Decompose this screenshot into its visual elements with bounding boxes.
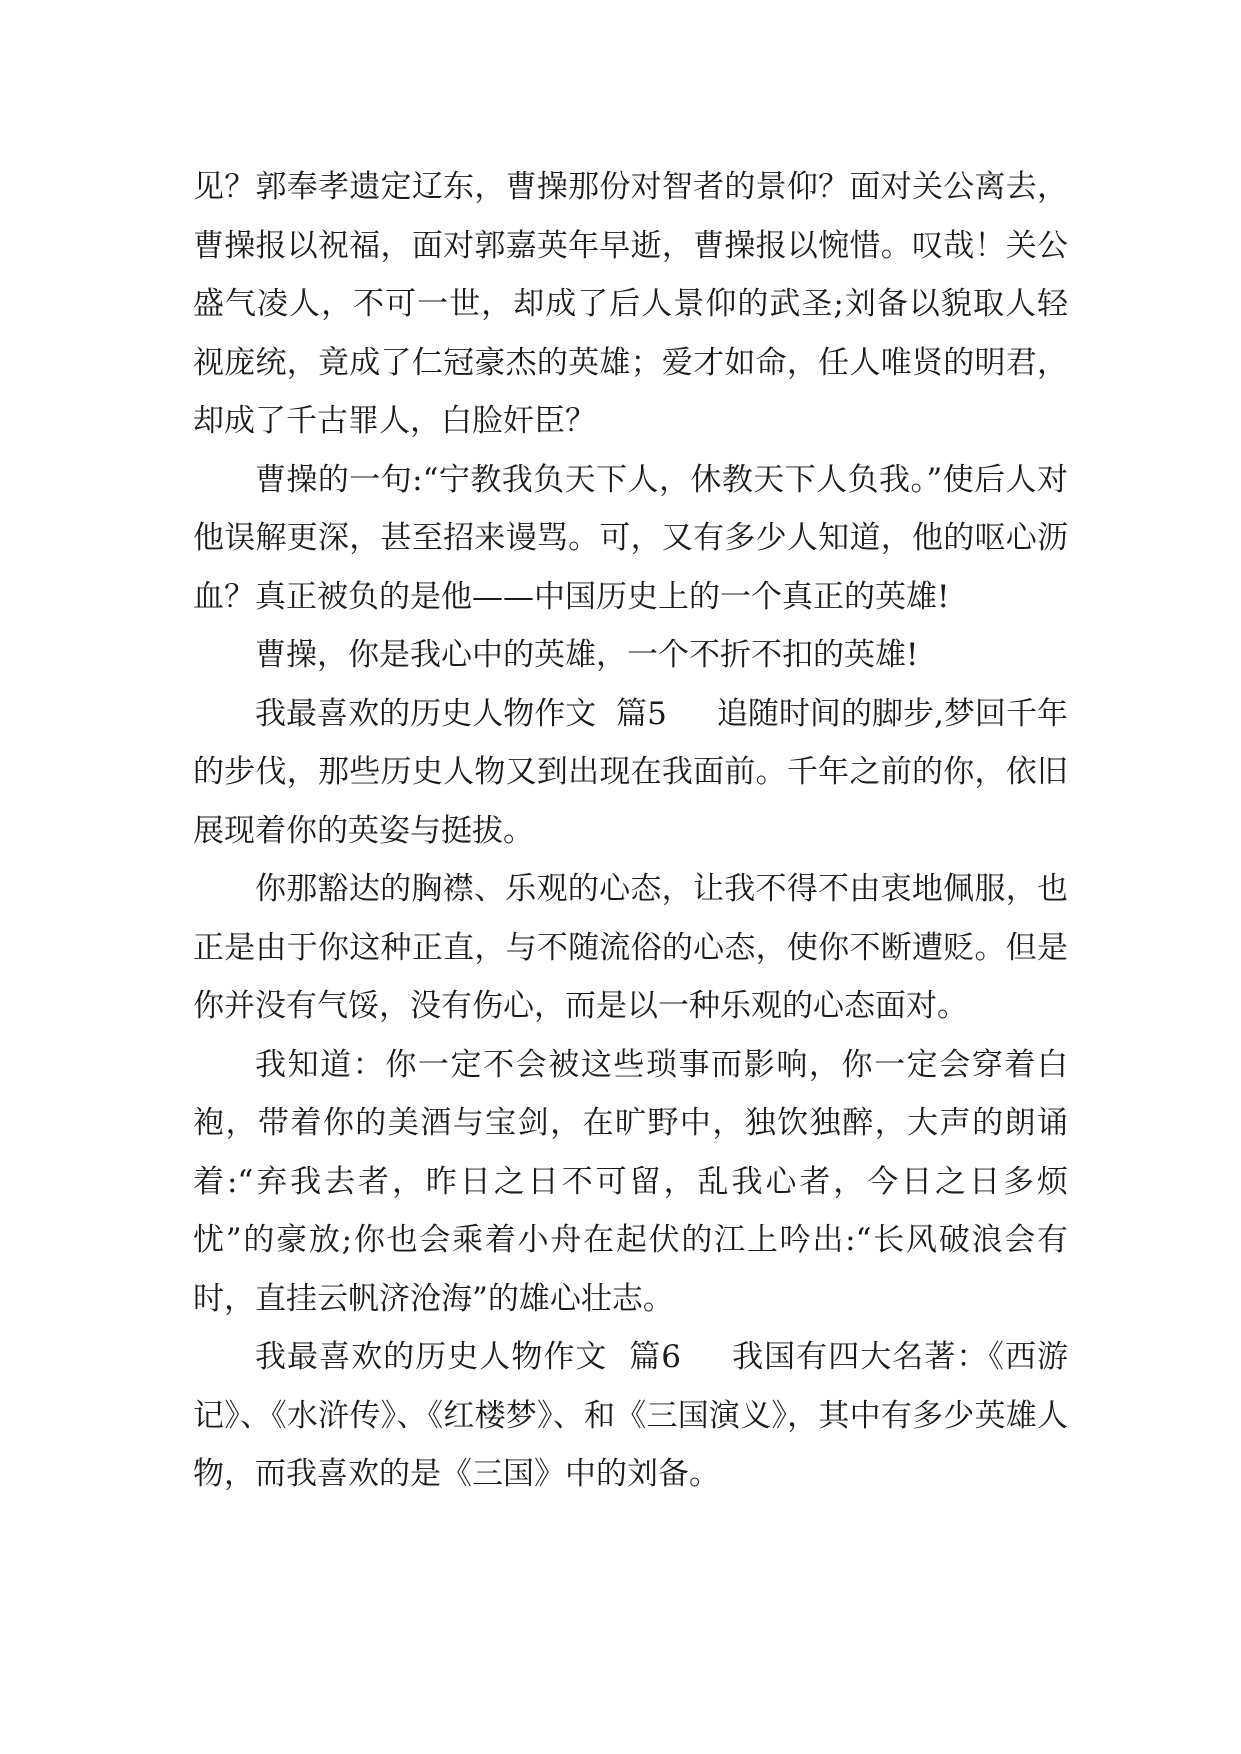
paragraph-text: 曹操，你是我心中的英雄，一个不折不扣的英雄!: [255, 637, 919, 673]
paragraph-5: [193, 860, 1068, 1036]
paragraph-text: 我知道：你一定不会被这些琐事而影响，你一定会穿着白袍，带着你的美酒与宝剑，在旷野中，独饮独醉，大声的朗诵着:“弃我去者，昨日之日不可留，乱我心者，今日之日多烦忧”的豪放;你也会乘着小舟在起伏的江上吟出:“长风破浪会有时，直挂云帆济沧海”的雄心壮志。: [193, 1046, 1068, 1317]
paragraph-text: 曹操的一句:“宁教我负天下人，休教天下人负我。”使后人对他误解更深，甚至招来谩骂。可，又有多少人知道，他的呕心沥血？真正被负的是他——中国历史上的一个真正的英雄!: [193, 461, 1068, 615]
paragraph-7: [193, 1328, 1068, 1504]
paragraph-4: [193, 685, 1068, 861]
paragraph-6: [193, 1036, 1068, 1329]
paragraph-2: [193, 451, 1068, 627]
paragraph-1: [193, 158, 1068, 451]
section-heading-5: 我最喜欢的历史人物作文 篇5: [255, 695, 667, 732]
section-heading-6: 我最喜欢的历史人物作文 篇6: [255, 1339, 682, 1375]
paragraph-text: 追随时间的脚步,梦回千年的步伐，那些历史人物又到出现在我面前。千年之前的你，依旧展现着你的英姿与挺拔。: [193, 695, 1068, 849]
paragraph-text: 我国有四大名著：《西游记》、《水浒传》、《红楼梦》、和《三国演义》，其中有多少英雄人物，而我喜欢的是《三国》中的刘备。: [193, 1339, 1068, 1492]
article-body: [193, 158, 1068, 1504]
paragraph-text: 你那豁达的胸襟、乐观的心态，让我不得不由衷地佩服，也正是由于你这种正直，与不随流俗的心态，使你不断遭贬。但是你并没有气馁，没有伤心，而是以一种乐观的心态面对。: [193, 871, 1068, 1024]
paragraph-3: [193, 626, 1068, 685]
paragraph-text: 见？郭奉孝遗定辽东，曹操那份对智者的景仰？面对关公离去，曹操报以祝福，面对郭嘉英年早逝，曹操报以惋惜。叹哉！关公盛气凌人，不可一世，却成了后人景仰的武圣;刘备以貌取人轻视庞统，竟成了仁冠豪杰的英雄；爱才如命，任人唯贤的明君，却成了千古罪人，白脸奸臣？: [193, 169, 1068, 439]
